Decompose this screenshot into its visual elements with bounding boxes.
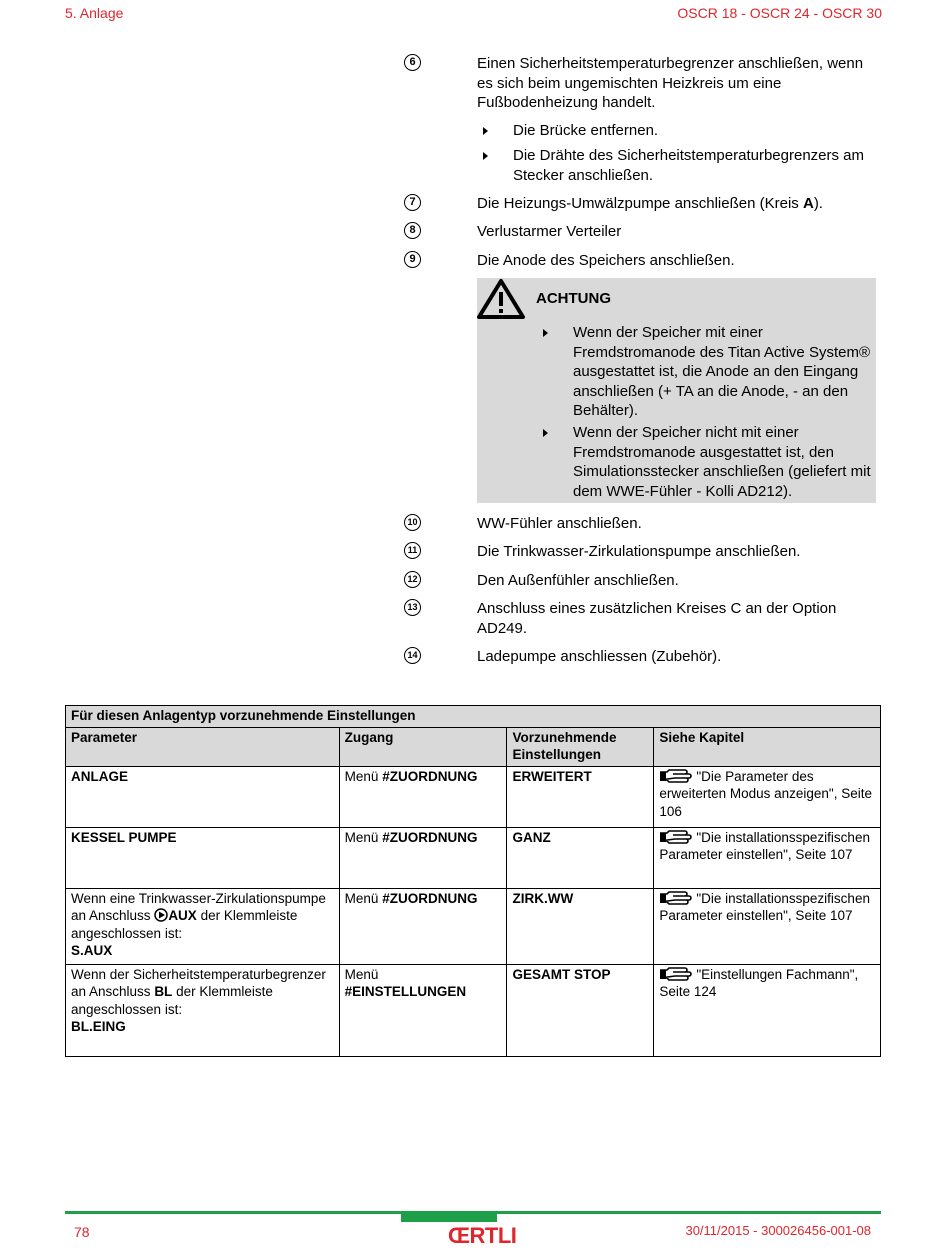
- column-header: Vorzunehmende Einstellungen: [507, 727, 654, 766]
- header-models: OSCR 18 - OSCR 24 - OSCR 30: [677, 5, 882, 21]
- page-number: 78: [74, 1224, 90, 1240]
- setting-cell: GANZ: [507, 827, 654, 888]
- param-cell: KESSEL PUMPE: [66, 827, 340, 888]
- ref-cell: [654, 827, 881, 888]
- ref-cell: [654, 964, 881, 1056]
- warning-triangle-icon: [477, 278, 527, 320]
- step-text: WW-Fühler anschließen.: [477, 515, 642, 532]
- step-text: Anschluss eines zusätzlichen Kreises C an der Option AD249.: [477, 600, 837, 637]
- param-cell: Wenn eine Trinkwasser-Zirkulationspumpe an Anschluss AUX der Klemmleiste angeschlossen ist: S.AUX: [66, 888, 340, 964]
- step-text: Die Heizungs-Umwälzpumpe anschließen (Kreis A).: [477, 195, 823, 212]
- step-number: 6: [404, 54, 421, 71]
- brand-logo: ŒRTLI: [448, 1223, 517, 1248]
- step-number: 7: [404, 194, 421, 211]
- pointing-hand-icon: [659, 890, 693, 906]
- table-row: [66, 766, 881, 827]
- step-text: Die Anode des Speichers anschließen.: [477, 252, 735, 269]
- step-number: 12: [404, 571, 421, 588]
- ref-text: "Die Parameter des erweiterten Modus anzeigen", Seite 106: [659, 768, 872, 819]
- column-header: Parameter: [66, 727, 340, 766]
- step-number: 9: [404, 251, 421, 268]
- access-cell: Menü #EINSTELLUNGEN: [339, 964, 507, 1056]
- footer-tab: [401, 1214, 497, 1222]
- access-cell: Menü #ZUORDNUNG: [339, 888, 507, 964]
- table-header-row: [66, 727, 881, 766]
- ref-text: "Einstellungen Fachmann", Seite 124: [659, 966, 859, 999]
- ref-cell: [654, 766, 881, 827]
- ref-text: "Die installationsspezifischen Parameter einstellen", Seite 107: [659, 890, 870, 923]
- step-text: Den Außenfühler anschließen.: [477, 572, 679, 589]
- step-text: Ladepumpe anschliessen (Zubehör).: [477, 648, 722, 665]
- column-header: Siehe Kapitel: [654, 727, 881, 766]
- table-title: Für diesen Anlagentyp vorzunehmende Einstellungen: [66, 706, 881, 728]
- pointing-hand-icon: [659, 829, 693, 845]
- triangle-bullet-icon: [543, 329, 548, 337]
- settings-table: [65, 705, 881, 1057]
- ref-cell: [654, 888, 881, 964]
- warning-item-text: Wenn der Speicher nicht mit einer Fremdstromanode ausgestattet ist, den Simulationsstecker anschließen (geliefert mit dem WWE-Fühler - Kolli AD212).: [573, 424, 871, 500]
- table-row: [66, 827, 881, 888]
- setting-cell: ZIRK.WW: [507, 888, 654, 964]
- pointing-hand-icon: [659, 966, 693, 982]
- access-cell: Menü #ZUORDNUNG: [339, 827, 507, 888]
- step-text: Verlustarmer Verteiler: [477, 223, 622, 240]
- warning-item-text: Wenn der Speicher mit einer Fremdstromanode des Titan Active System® ausgestattet ist, die Anode an den Eingang anschließen (+ TA an die Anode, - an den Behälter).: [573, 324, 871, 419]
- step-number: 8: [404, 222, 421, 239]
- setting-cell: ERWEITERT: [507, 766, 654, 827]
- table-row: [66, 888, 881, 964]
- subitem-text: Die Brücke entfernen.: [513, 122, 659, 139]
- table-title-row: [66, 706, 881, 728]
- step-number: 10: [404, 514, 421, 531]
- ref-text: "Die installationsspezifischen Parameter einstellen", Seite 107: [659, 829, 870, 862]
- triangle-bullet-icon: [483, 152, 488, 160]
- warning-title: ACHTUNG: [536, 290, 611, 307]
- warning-box: [477, 278, 876, 503]
- setting-cell: GESAMT STOP: [507, 964, 654, 1056]
- step-text: Die Trinkwasser-Zirkulationspumpe anschließen.: [477, 543, 801, 560]
- triangle-bullet-icon: [543, 429, 548, 437]
- column-header: Zugang: [339, 727, 507, 766]
- header-section: 5. Anlage: [65, 5, 124, 21]
- step-number: 11: [404, 542, 421, 559]
- play-circle-icon: [154, 908, 168, 922]
- triangle-bullet-icon: [483, 127, 488, 135]
- table-row: [66, 964, 881, 1056]
- document-reference: 30/11/2015 - 300026456-001-08: [685, 1223, 871, 1238]
- param-cell: ANLAGE: [66, 766, 340, 827]
- step-number: 14: [404, 647, 421, 664]
- param-cell: Wenn der Sicherheitstemperaturbegrenzer an Anschluss BL der Klemmleiste angeschlossen ist: BL.EING: [66, 964, 340, 1056]
- subitem-text: Die Drähte des Sicherheitstemperaturbegrenzers am Stecker anschließen.: [513, 147, 864, 184]
- pointing-hand-icon: [659, 768, 693, 784]
- step-text: Einen Sicherheitstemperaturbegrenzer anschließen, wenn es sich beim ungemischten Heizkreis um eine Fußbodenheizung handelt.: [477, 55, 864, 111]
- access-cell: Menü #ZUORDNUNG: [339, 766, 507, 827]
- step-number: 13: [404, 599, 421, 616]
